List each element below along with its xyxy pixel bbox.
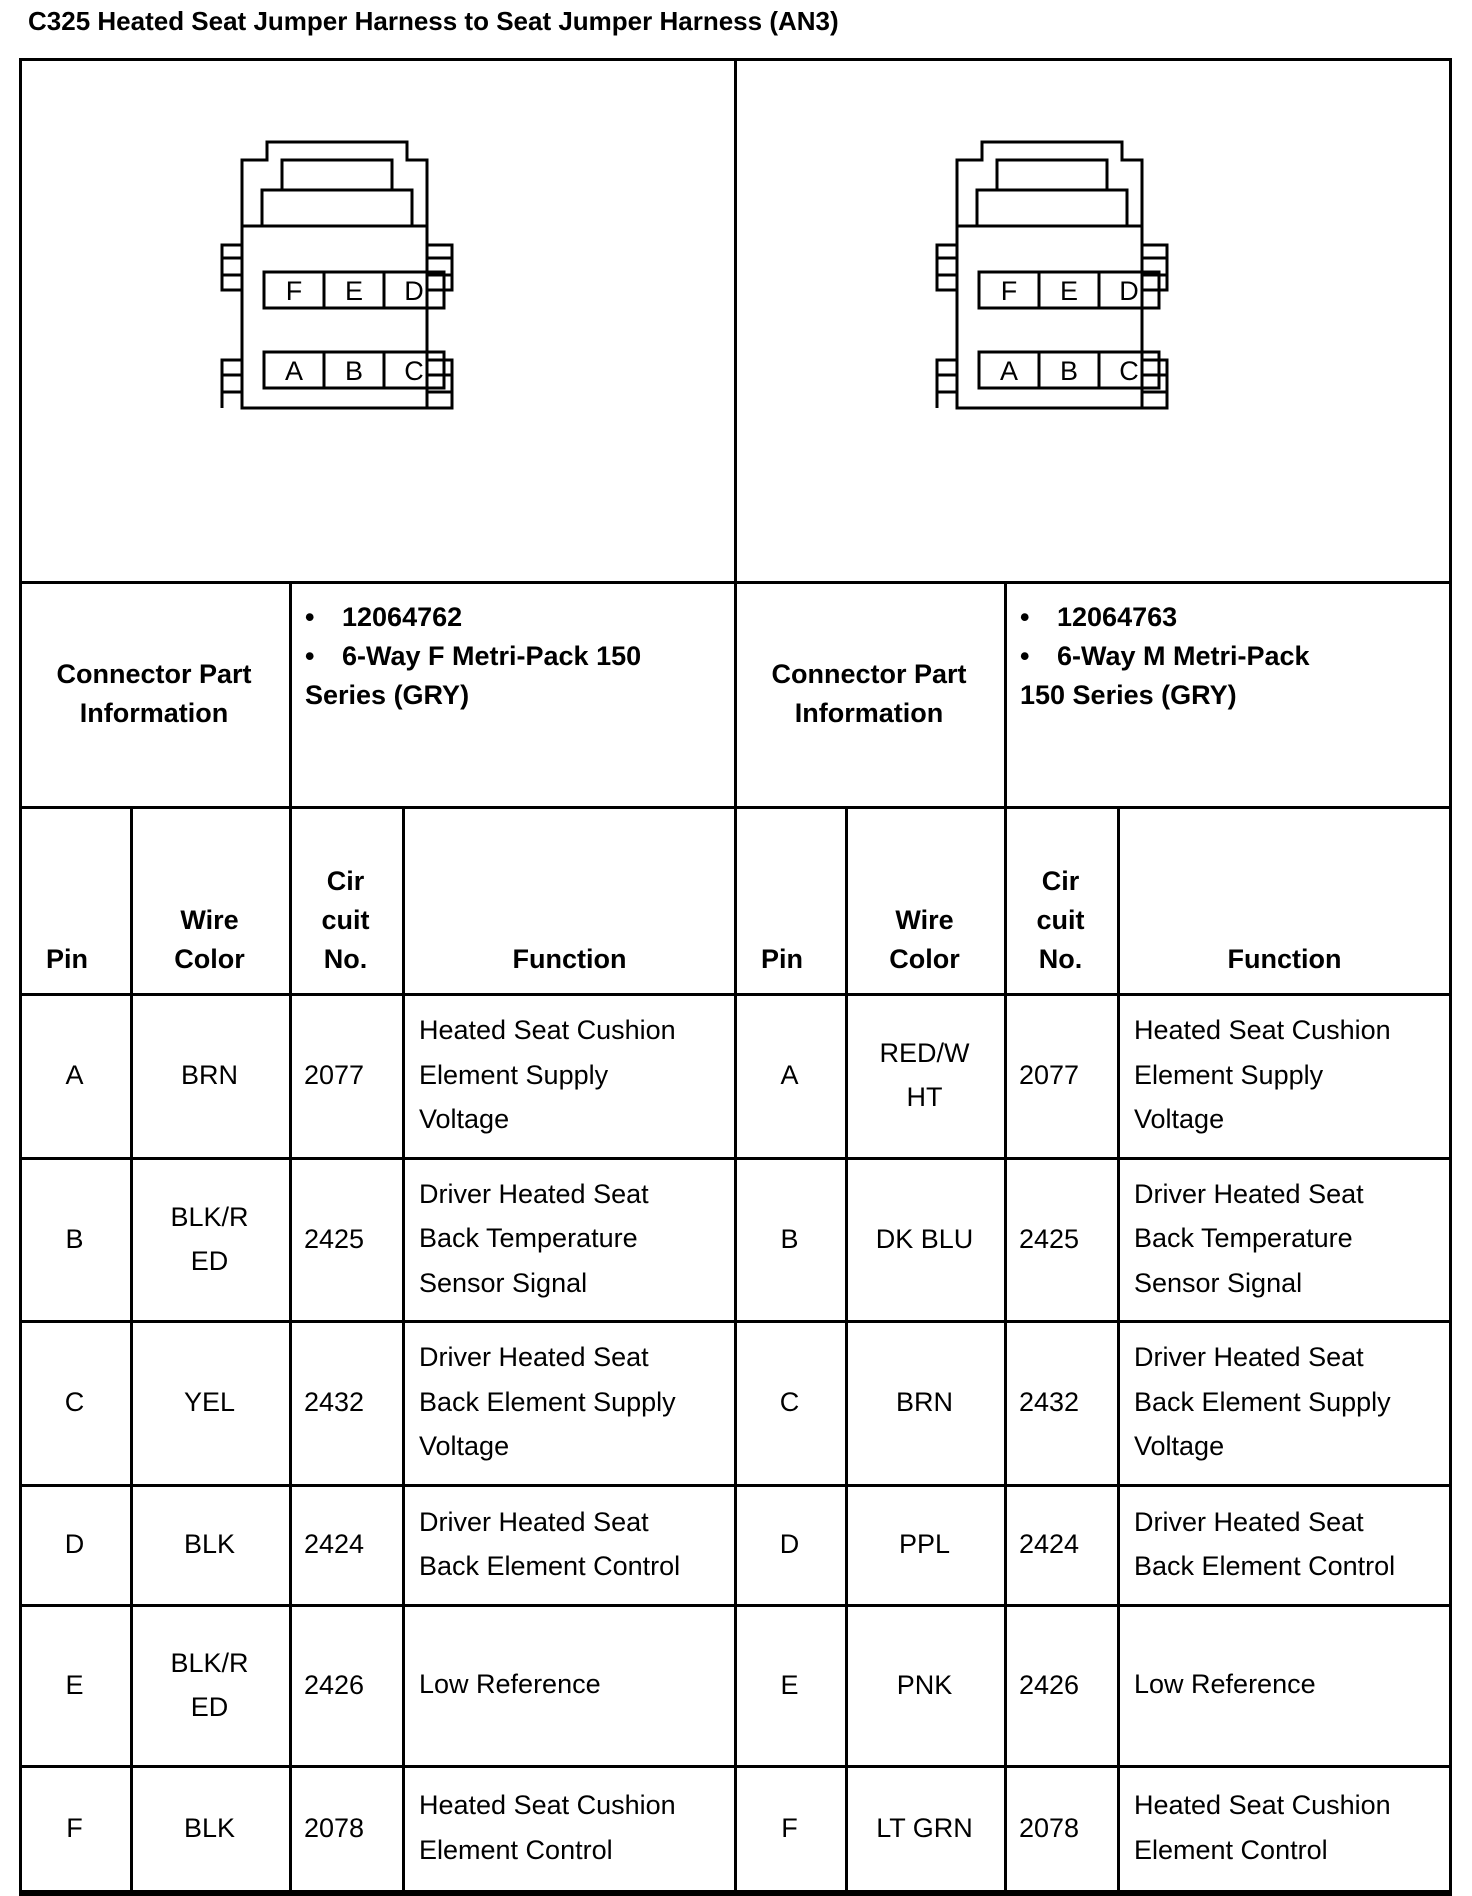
function-value-line: Low Reference xyxy=(419,1669,601,1700)
function-value-line: Sensor Signal xyxy=(419,1267,588,1298)
pin-value: F xyxy=(66,1812,83,1843)
info-label-text: Connector Part Information xyxy=(771,658,967,728)
header-pin xyxy=(734,806,845,993)
circuit-value: 2426 xyxy=(1019,1669,1080,1700)
function-value-line: Back Temperature xyxy=(1134,1223,1353,1254)
function-value-line: Driver Heated Seat xyxy=(1134,1342,1364,1373)
function-cell xyxy=(1117,993,1452,1157)
header-text-line: Color xyxy=(174,944,245,974)
left-tab-upper xyxy=(222,245,242,290)
wire-color-value xyxy=(876,1217,974,1261)
pin-value: D xyxy=(64,1529,85,1559)
header-text xyxy=(1004,862,1117,979)
wire-color-cell xyxy=(130,1484,289,1604)
function-value-line: Back Temperature xyxy=(419,1223,638,1254)
latch-slot xyxy=(282,160,392,190)
header-wire-color xyxy=(845,806,1004,993)
header-text: Pin xyxy=(761,944,804,974)
wire-color-value xyxy=(184,1380,235,1424)
wire-color-value-line: BRN xyxy=(180,1060,238,1090)
function-value-line: Element Control xyxy=(1134,1834,1328,1865)
circuit-value: 2424 xyxy=(304,1529,365,1559)
function-cell xyxy=(402,1320,737,1484)
wire-color-value xyxy=(876,1806,973,1850)
wire-color-value-line: BRN xyxy=(895,1387,953,1417)
pin-value: C xyxy=(64,1387,85,1417)
function-value xyxy=(1134,1500,1395,1589)
pin-cell xyxy=(19,993,130,1157)
pin-value: B xyxy=(65,1223,84,1254)
pin-cell xyxy=(734,1604,845,1765)
pin-label: E xyxy=(1059,276,1079,306)
circuit-cell xyxy=(289,993,402,1157)
function-value xyxy=(419,1662,601,1707)
circuit-cell xyxy=(289,1484,402,1604)
right-tab-upper xyxy=(427,245,452,290)
right-tab-upper xyxy=(1142,245,1167,290)
wire-color-value xyxy=(880,1031,970,1119)
function-value-line: Sensor Signal xyxy=(1134,1267,1303,1298)
connector-body xyxy=(242,226,427,408)
connector-face-diagram xyxy=(167,130,467,430)
pin-cell xyxy=(19,1604,130,1765)
part-description: 150 Series (GRY) xyxy=(1020,680,1237,710)
wire-color-cell xyxy=(845,1765,1004,1890)
header-text xyxy=(289,862,402,979)
function-value-line: Driver Heated Seat xyxy=(419,1506,649,1537)
function-value xyxy=(419,1783,676,1872)
wire-color-cell xyxy=(130,1765,289,1890)
wire-color-value xyxy=(181,1053,238,1097)
wire-color-value xyxy=(184,1522,235,1566)
function-cell xyxy=(1117,1765,1452,1890)
part-number-line xyxy=(305,598,737,637)
right-tab-lower xyxy=(1142,360,1167,408)
function-value xyxy=(419,1008,676,1142)
header-text xyxy=(845,901,1004,979)
pin-cell xyxy=(19,1320,130,1484)
wire-color-value xyxy=(170,1641,248,1729)
function-cell xyxy=(1117,1157,1452,1320)
pin-label: B xyxy=(1059,356,1079,386)
function-value-line: Back Element Control xyxy=(419,1551,681,1581)
function-value-line: Back Element Supply xyxy=(419,1386,676,1417)
wire-color-value-line: ED xyxy=(190,1245,229,1276)
header-text-line: No. xyxy=(323,944,368,974)
function-value-line: Back Element Supply xyxy=(1134,1386,1391,1417)
pin-cell xyxy=(734,993,845,1157)
function-value-line: Low Reference xyxy=(1134,1669,1316,1700)
wire-color-cell xyxy=(130,993,289,1157)
pin-value: E xyxy=(780,1669,799,1700)
header-text-line: cuit xyxy=(321,905,370,935)
header-text-line: Cir xyxy=(326,866,365,896)
header-text-line: Cir xyxy=(1041,866,1080,896)
connector-part-info-value xyxy=(1004,581,1452,806)
function-value-line: Voltage xyxy=(419,1431,510,1462)
function-value-line: Driver Heated Seat xyxy=(419,1342,649,1373)
part-description: 6-Way F Metri-Pack 150 xyxy=(342,641,642,671)
connector-part-info-label xyxy=(19,581,289,806)
wire-color-value xyxy=(899,1522,950,1566)
function-cell xyxy=(402,1157,737,1320)
function-value-line: Heated Seat Cushion xyxy=(1134,1015,1391,1046)
function-value-line: Heated Seat Cushion xyxy=(1134,1790,1391,1820)
pin-cell xyxy=(734,1484,845,1604)
circuit-cell xyxy=(289,1604,402,1765)
wire-color-value-line: PPL xyxy=(898,1529,951,1559)
function-cell xyxy=(402,1484,737,1604)
wire-color-value-line: BLK xyxy=(183,1529,236,1559)
pin-cell xyxy=(19,1484,130,1604)
function-value-line: Driver Heated Seat xyxy=(1134,1506,1364,1537)
pin-value: E xyxy=(65,1669,84,1700)
wire-color-value xyxy=(897,1663,953,1707)
header-function xyxy=(1117,806,1452,993)
pin-label: A xyxy=(999,356,1019,386)
wire-color-value-line: BLK xyxy=(183,1812,236,1843)
wire-color-value-line: LT GRN xyxy=(876,1812,973,1843)
part-description: 6-Way M Metri-Pack xyxy=(1057,641,1310,671)
wire-color-value-line: BLK/R xyxy=(170,1647,249,1678)
function-cell xyxy=(1117,1604,1452,1765)
circuit-cell xyxy=(289,1320,402,1484)
function-value xyxy=(1134,1783,1391,1872)
wire-color-cell xyxy=(845,1320,1004,1484)
wire-color-cell xyxy=(130,1604,289,1765)
bullet: • xyxy=(1020,641,1030,671)
connector-latch xyxy=(242,142,427,226)
circuit-cell xyxy=(289,1157,402,1320)
part-number: 12064763 xyxy=(1057,602,1178,632)
right-tab-lower xyxy=(427,360,452,408)
header-text xyxy=(130,901,289,979)
wire-color-value-line: RED/W xyxy=(879,1038,970,1068)
header-text: Function xyxy=(512,944,627,974)
wire-color-cell xyxy=(130,1320,289,1484)
connector-part-info-label xyxy=(734,581,1004,806)
circuit-cell xyxy=(1004,1484,1117,1604)
function-cell xyxy=(402,1765,737,1890)
circuit-value: 2077 xyxy=(1019,1060,1080,1090)
wire-color-cell xyxy=(845,1604,1004,1765)
function-value-line: Element Supply xyxy=(1134,1059,1324,1090)
row-divider xyxy=(734,1890,1452,1893)
header-text: Pin xyxy=(46,944,89,974)
part-desc-line xyxy=(305,637,737,676)
pin-label: E xyxy=(344,276,364,306)
circuit-value: 2078 xyxy=(1019,1812,1080,1843)
pin-value: A xyxy=(780,1060,799,1090)
circuit-value: 2078 xyxy=(304,1812,365,1843)
bullet: • xyxy=(305,602,315,632)
part-number: 12064762 xyxy=(342,602,463,632)
connector-latch xyxy=(957,142,1142,226)
function-cell xyxy=(1117,1484,1452,1604)
left-tab-upper xyxy=(937,245,957,290)
latch-bar xyxy=(262,190,412,226)
circuit-cell xyxy=(1004,1765,1117,1890)
wire-color-cell xyxy=(845,1157,1004,1320)
wire-color-cell xyxy=(130,1157,289,1320)
circuit-value: 2432 xyxy=(304,1387,365,1417)
wire-color-value-line: HT xyxy=(906,1082,943,1112)
function-value-line: Driver Heated Seat xyxy=(1134,1178,1364,1209)
pin-label: D xyxy=(404,276,424,306)
header-text-line: No. xyxy=(1038,944,1083,974)
header-text: Function xyxy=(1227,944,1342,974)
latch-bar xyxy=(977,190,1127,226)
header-pin xyxy=(19,806,130,993)
connector-part-info-value xyxy=(289,581,737,806)
function-cell xyxy=(1117,1320,1452,1484)
function-value-line: Voltage xyxy=(1134,1431,1225,1462)
header-circuit-no xyxy=(1004,806,1117,993)
function-cell xyxy=(402,993,737,1157)
circuit-value: 2432 xyxy=(1019,1387,1080,1417)
info-label-text: Connector Part Information xyxy=(56,658,252,728)
left-tab-lower xyxy=(937,360,957,408)
part-desc-line xyxy=(305,676,737,715)
function-value-line: Heated Seat Cushion xyxy=(419,1015,676,1046)
part-description: Series (GRY) xyxy=(305,680,470,710)
function-value-line: Heated Seat Cushion xyxy=(419,1790,676,1820)
circuit-cell xyxy=(1004,1157,1117,1320)
pin-cell xyxy=(19,1157,130,1320)
wire-color-value-line: YEL xyxy=(183,1387,236,1417)
pin-value: D xyxy=(779,1529,800,1559)
circuit-value: 2425 xyxy=(1019,1223,1080,1254)
function-value-line: Element Supply xyxy=(419,1059,609,1090)
wire-color-cell xyxy=(845,993,1004,1157)
part-desc-line xyxy=(1020,637,1452,676)
left-tab-lower xyxy=(222,360,242,408)
circuit-value: 2425 xyxy=(304,1223,365,1254)
page-title: C325 Heated Seat Jumper Harness to Seat Jumper Harness (AN3) xyxy=(28,6,839,36)
circuit-cell xyxy=(289,1765,402,1890)
wire-color-cell xyxy=(845,1484,1004,1604)
wire-color-value xyxy=(170,1195,248,1283)
function-value-line: Element Control xyxy=(419,1834,613,1865)
function-value-line: Voltage xyxy=(1134,1104,1225,1135)
function-value xyxy=(1134,1008,1391,1142)
circuit-value: 2424 xyxy=(1019,1529,1080,1559)
header-text-line: cuit xyxy=(1036,905,1085,935)
circuit-value: 2077 xyxy=(304,1060,365,1090)
function-value xyxy=(1134,1335,1391,1469)
function-value-line: Driver Heated Seat xyxy=(419,1178,649,1209)
wire-color-value-line: ED xyxy=(190,1691,229,1722)
bullet: • xyxy=(1020,602,1030,632)
pin-value: A xyxy=(65,1060,84,1090)
row-divider xyxy=(19,1890,737,1893)
header-circuit-no xyxy=(289,806,402,993)
function-value xyxy=(419,1335,676,1469)
header-text-line: Color xyxy=(889,944,960,974)
function-value-line: Voltage xyxy=(419,1104,510,1135)
wire-color-value xyxy=(896,1380,953,1424)
pin-label: B xyxy=(344,356,364,386)
part-desc-line xyxy=(1020,676,1452,715)
pin-value: C xyxy=(779,1387,800,1417)
bullet: • xyxy=(305,641,315,671)
header-function xyxy=(402,806,737,993)
pin-value: F xyxy=(781,1812,798,1843)
function-value xyxy=(419,1500,680,1589)
function-value xyxy=(419,1172,649,1306)
header-wire-color xyxy=(130,806,289,993)
wire-color-value-line: DK BLU xyxy=(875,1223,974,1254)
pin-cell xyxy=(734,1765,845,1890)
pin-label: F xyxy=(1000,276,1018,306)
circuit-cell xyxy=(1004,1604,1117,1765)
connector-face-diagram xyxy=(882,130,1182,430)
function-value xyxy=(1134,1172,1364,1306)
pin-label: C xyxy=(404,356,424,386)
function-value-line: Back Element Control xyxy=(1134,1551,1396,1581)
wire-color-value-line: PNK xyxy=(896,1669,953,1700)
wire-color-value-line: BLK/R xyxy=(170,1201,249,1232)
circuit-cell xyxy=(1004,1320,1117,1484)
connector-body xyxy=(957,226,1142,408)
pin-label: F xyxy=(285,276,303,306)
pin-cell xyxy=(734,1157,845,1320)
pin-cell xyxy=(734,1320,845,1484)
wire-color-value xyxy=(184,1806,235,1850)
pin-value: B xyxy=(780,1223,799,1254)
circuit-cell xyxy=(1004,993,1117,1157)
pin-label: A xyxy=(284,356,304,386)
latch-slot xyxy=(997,160,1107,190)
pin-cell xyxy=(19,1765,130,1890)
function-value xyxy=(1134,1662,1316,1707)
circuit-value: 2426 xyxy=(304,1669,365,1700)
header-text-line: Wire xyxy=(895,905,954,935)
function-cell xyxy=(402,1604,737,1765)
pin-label: C xyxy=(1119,356,1139,386)
pin-label: D xyxy=(1119,276,1139,306)
header-text-line: Wire xyxy=(180,905,239,935)
part-number-line xyxy=(1020,598,1452,637)
